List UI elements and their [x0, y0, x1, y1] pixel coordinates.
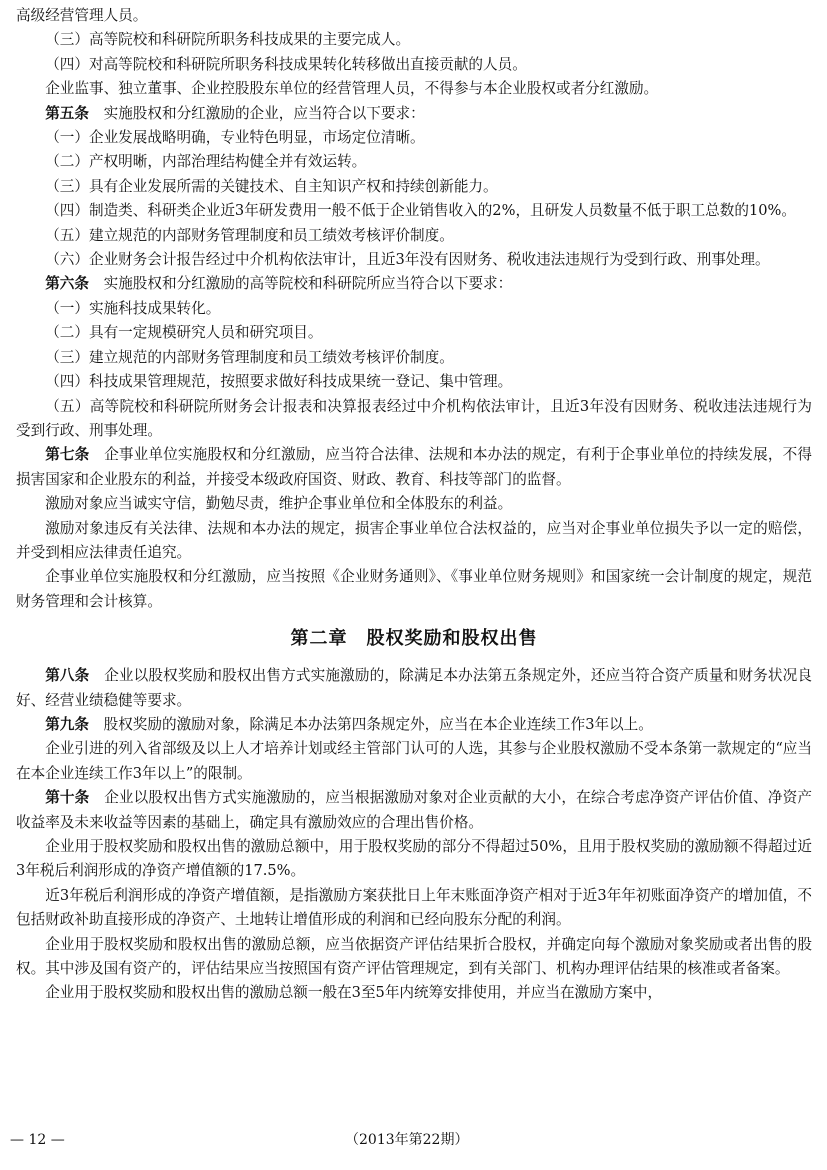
page-number: — 12 — — [10, 1132, 65, 1148]
paragraph — [16, 77, 812, 101]
paragraph-text: 企业引进的列入省部级及以上人才培养计划或经主管部门认可的人选，其参与企业股权激励不受本条第一款规定的“应当在本企业连续工作3年以上”的限制。 — [16, 740, 812, 782]
paragraph — [16, 492, 812, 516]
paragraph — [16, 272, 812, 296]
paragraph-text: 企业以股权奖励和股权出售方式实施激励的，除满足本办法第五条规定外，还应当符合资产质量和财务状况良好、经营业绩稳健等要求。 — [16, 667, 812, 709]
paragraph-text: （四）科技成果管理规范，按照要求做好科技成果统一登记、集中管理。 — [45, 373, 513, 391]
paragraph-text: 企业用于股权奖励和股权出售的激励总额，应当依据资产评估结果折合股权，并确定向每个激励对象奖励或者出售的股权。其中涉及国有资产的，评估结果应当按照国有资产评估管理规定，到有关部门、机构办理评估结果的核准或者备案。 — [16, 935, 812, 978]
paragraph-text: （一）企业发展战略明确，专业特色明显，市场定位清晰。 — [45, 129, 425, 147]
paragraph — [16, 175, 812, 199]
paragraph-text: 企事业单位实施股权和分红激励，应当符合法律、法规和本办法的规定，有利于企事业单位的持续发展，不得损害国家和企业股东的利益，并接受本级政府国资、财政、教育、科技等部门的监督。 — [16, 446, 812, 488]
paragraph — [16, 28, 812, 52]
paragraph — [16, 664, 812, 713]
paragraph — [16, 517, 812, 566]
paragraph — [16, 321, 812, 345]
issue-label: （2013年第22期） — [345, 1132, 469, 1148]
paragraph — [16, 53, 812, 77]
paragraph — [16, 443, 812, 492]
paragraph-text: （三）建立规范的内部财务管理制度和员工绩效考核评价制度。 — [45, 348, 454, 366]
paragraph-text: 激励对象违反有关法律、法规和本办法的规定，损害企事业单位合法权益的，应当对企事业单位损失予以一定的赔偿，并受到相应法律责任追究。 — [16, 519, 812, 561]
paragraph — [16, 565, 812, 614]
article-number: 第七条 — [45, 446, 90, 464]
paragraph — [16, 297, 812, 321]
paragraph-text: 实施股权和分红激励的高等院校和科研院所应当符合以下要求： — [103, 275, 513, 293]
paragraph-text: 实施股权和分红激励的企业，应当符合以下要求： — [103, 104, 425, 122]
paragraph-text: 企业监事、独立董事、企业控股股东单位的经营管理人员，不得参与本企业股权或者分红激励。 — [45, 80, 659, 98]
article-number: 第八条 — [45, 667, 90, 685]
paragraph — [16, 737, 812, 786]
paragraph-text: （五）高等院校和科研院所财务会计报表和决算报表经过中介机构依法审计，且近3年没有因财务、税收违法违规行为受到行政、刑事处理。 — [16, 397, 812, 439]
paragraph — [16, 224, 812, 248]
paragraph — [16, 395, 812, 444]
paragraph-text: （四）制造类、科研类企业近3年研发费用一般不低于企业销售收入的2%，且研发人员数量不低于职工总数的10%。 — [45, 202, 796, 220]
paragraph — [16, 713, 812, 737]
chapter-title: 第二章 股权奖励和股权出售 — [290, 628, 538, 650]
paragraph — [16, 346, 812, 370]
section-text-bottom — [16, 664, 812, 1006]
paragraph — [16, 102, 812, 126]
paragraph-text: （三）高等院校和科研院所职务科技成果的主要完成人。 — [45, 31, 411, 49]
paragraph-text: 高级经营管理人员。 — [16, 7, 148, 24]
paragraph-text: 激励对象应当诚实守信，勤勉尽责，维护企事业单位和全体股东的利益。 — [45, 495, 513, 513]
article-number: 第六条 — [45, 275, 89, 293]
paragraph — [16, 126, 812, 150]
paragraph-text: 企业用于股权奖励和股权出售的激励总额一般在3至5年内统筹安排使用，并应当在激励方案中， — [45, 984, 663, 1002]
paragraph — [16, 981, 812, 1005]
paragraph-text: （二）产权明晰，内部治理结构健全并有效运转。 — [45, 153, 367, 171]
paragraph — [16, 933, 812, 982]
paragraph — [16, 884, 812, 933]
paragraph-text: （三）具有企业发展所需的关键技术、自主知识产权和持续创新能力。 — [45, 177, 498, 195]
paragraph — [16, 4, 812, 28]
paragraph-text: 企事业单位实施股权和分红激励，应当按照《企业财务通则》、《事业单位财务规则》和国家统一会计制度的规定，规范财务管理和会计核算。 — [16, 568, 812, 610]
document-body — [16, 4, 812, 1006]
article-number: 第九条 — [45, 715, 89, 733]
article-number: 第十条 — [45, 789, 90, 807]
paragraph — [16, 199, 812, 223]
paragraph — [16, 248, 812, 272]
paragraph-text: 股权奖励的激励对象，除满足本办法第四条规定外，应当在本企业连续工作3年以上。 — [103, 715, 653, 733]
article-number: 第五条 — [45, 104, 89, 122]
paragraph — [16, 786, 812, 835]
paragraph-text: （四）对高等院校和科研院所职务科技成果转化转移做出直接贡献的人员。 — [45, 55, 527, 73]
paragraph — [16, 150, 812, 174]
paragraph-text: （二）具有一定规模研究人员和研究项目。 — [45, 324, 323, 342]
section-text-top — [16, 4, 812, 614]
paragraph-text: 企业以股权出售方式实施激励的，应当根据激励对象对企业贡献的大小，在综合考虑净资产评估价值、净资产收益率及未来收益等因素的基础上，确定具有激励效应的合理出售价格。 — [16, 789, 812, 831]
paragraph-text: （五）建立规范的内部财务管理制度和员工绩效考核评价制度。 — [45, 226, 454, 244]
paragraph — [16, 835, 812, 884]
paragraph-text: （六）企业财务会计报告经过中介机构依法审计，且近3年没有因财务、税收违法违规行为受到行政、刑事处理。 — [45, 251, 770, 269]
paragraph — [16, 370, 812, 394]
paragraph-text: 近3年税后利润形成的净资产增值额，是指激励方案获批日上年末账面净资产相对于近3年年初账面净资产的增加值，不包括财政补助直接形成的净资产、土地转让增值形成的利润和已经向股东分配的利润。 — [16, 886, 812, 929]
paragraph-text: （一）实施科技成果转化。 — [45, 299, 221, 317]
paragraph-text: 企业用于股权奖励和股权出售的激励总额中，用于股权奖励的部分不得超过50%，且用于股权奖励的激励额不得超过近3年税后利润形成的净资产增值额的17.5%。 — [16, 838, 812, 880]
page-footer — [10, 1128, 810, 1152]
